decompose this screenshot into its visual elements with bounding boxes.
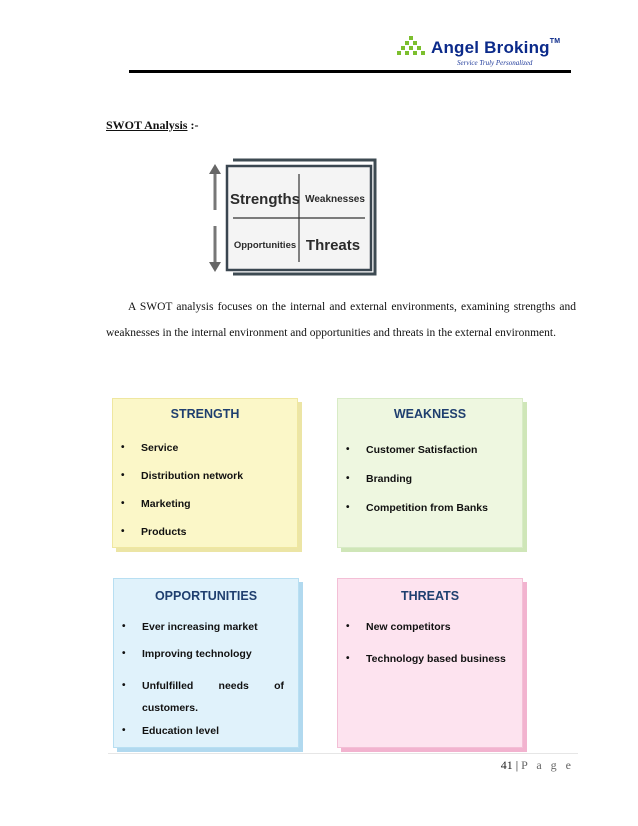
- opportunities-box: [113, 578, 299, 748]
- list-item: • Improving technology: [114, 648, 298, 675]
- list-item: • Ever increasing market: [114, 621, 298, 648]
- list-item: • Service: [113, 442, 297, 470]
- footer-divider: [108, 753, 578, 754]
- header-divider: [129, 70, 571, 73]
- figure-strengths-label: Strengths: [229, 191, 301, 208]
- threats-title: THREATS: [400, 589, 460, 603]
- page-footer: [501, 758, 574, 773]
- figure-opportunities-label: Opportunities: [233, 240, 297, 251]
- list-item: • Distribution network: [113, 470, 297, 498]
- figure-weaknesses-label: Weaknesses: [305, 194, 365, 205]
- swot-description-paragraph: A SWOT analysis focuses on the internal and external environments, examining strengths and weaknesses in the internal environment and opportunities and threats in the external environment.: [106, 301, 576, 339]
- threats-box: [337, 578, 523, 748]
- down-arrow-icon: [209, 226, 221, 272]
- page-separator: |: [515, 758, 519, 772]
- section-title: SWOT Analysis: [106, 118, 188, 132]
- list-item: • Products: [113, 526, 297, 554]
- opportunities-list: [114, 621, 298, 752]
- up-arrow-icon: [209, 164, 221, 210]
- strength-box: [112, 398, 298, 548]
- list-item: • New competitors: [338, 621, 522, 649]
- swot-matrix-figure: [205, 158, 377, 280]
- list-item: • Marketing: [113, 498, 297, 526]
- list-item-text: Technology based business: [366, 653, 506, 665]
- page-word: P a g e: [521, 758, 574, 772]
- section-title-suffix: :-: [187, 118, 199, 132]
- list-item: • Branding: [338, 473, 522, 502]
- list-item: • Competition from Banks: [338, 502, 522, 531]
- list-item: • Customer Satisfaction: [338, 444, 522, 473]
- opportunities-title: OPPORTUNITIES: [154, 589, 258, 603]
- list-item: [114, 675, 298, 725]
- weakness-box: [337, 398, 523, 548]
- page-number: 41: [500, 758, 513, 772]
- strength-title: STRENGTH: [170, 407, 240, 421]
- brand-name: Angel Broking™: [431, 38, 561, 57]
- brand-tagline: Service Truly Personalized: [457, 59, 533, 67]
- section-heading: [106, 118, 198, 133]
- weakness-list: [338, 444, 522, 531]
- figure-threats-label: Threats: [305, 237, 361, 254]
- threats-list: [338, 621, 522, 697]
- list-item: • Education level: [114, 725, 298, 752]
- strength-list: [113, 442, 297, 554]
- weakness-title: WEAKNESS: [393, 407, 467, 421]
- brand-logo: [395, 32, 575, 74]
- list-item: [338, 649, 522, 697]
- trademark-mark: TM: [549, 38, 561, 45]
- list-item-text: • Unfulfilled needs of customers.: [142, 680, 284, 714]
